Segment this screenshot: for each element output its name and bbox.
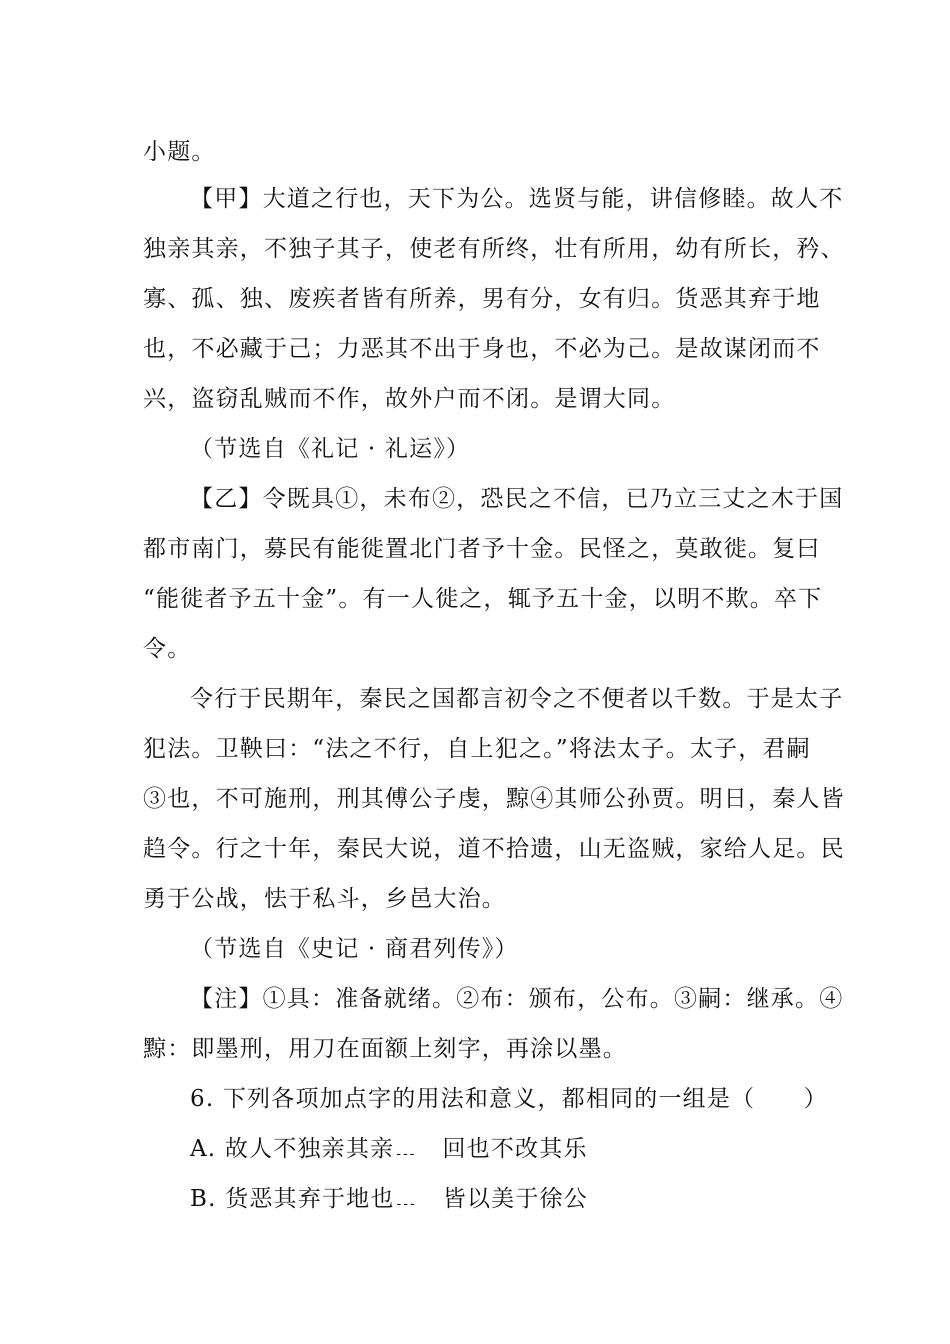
- emphasis-marks: ---: [396, 1196, 417, 1212]
- option-b-label: B.: [190, 1186, 217, 1212]
- paragraph-line: “能徙者予五十金”。有一人徙之，辄予五十金，以明不欺。卒下: [143, 586, 823, 612]
- option-a: [190, 1134, 855, 1169]
- annotation-line: 黥：即墨刑，用刀在面额上刻字，再涂以墨。: [143, 1036, 627, 1062]
- option-a-left-text: 故人不独亲其亲: [224, 1136, 395, 1162]
- paragraph-line: 【乙】令既具①，未布②，恐民之不信，已乃立三丈之木于国: [190, 486, 844, 512]
- annotation-line: 【注】①具：准备就绪。②布：颁布，公布。③嗣：继承。④: [190, 986, 844, 1012]
- paragraph-line: 【甲】大道之行也，天下为公。选贤与能，讲信修睦。故人不: [190, 186, 844, 212]
- question-stem: 6. 下列各项加点字的用法和意义，都相同的一组是（ ）: [190, 1086, 828, 1112]
- option-a-right-text: 回也不改其乐: [442, 1136, 588, 1162]
- paragraph-line: 勇于公战，怯于私斗，乡邑大治。: [143, 886, 506, 912]
- emphasis-marks: ---: [396, 1146, 417, 1162]
- paragraph-line: 趋令。行之十年，秦民大说，道不拾遗，山无盗贼，家给人足。民: [143, 836, 845, 862]
- option-b-right-text: 皆以美于徐公: [442, 1186, 588, 1212]
- source-citation: （节选自《史记 · 商君列传》）: [190, 936, 519, 962]
- paragraph-line: ③也，不可施刑，刑其傅公子虔，黥④其师公孙贾。明日，秦人皆: [143, 786, 845, 812]
- option-a-label: A.: [190, 1136, 217, 1162]
- option-b-left-text: 货恶其弃于地也: [225, 1186, 395, 1212]
- source-citation: （节选自《礼记 · 礼运》）: [190, 436, 471, 462]
- paragraph-line: 寡、孤、独、废疾者皆有所养，男有分，女有归。货恶其弃于地: [143, 286, 821, 312]
- paragraph-line: 都市南门，募民有能徙置北门者予十金。民怪之，莫敢徙。复曰: [143, 536, 821, 562]
- option-b: [190, 1184, 855, 1219]
- paragraph-line: 犯法。卫鞅曰：“法之不行，自上犯之。”将法太子。太子，君嗣: [143, 736, 811, 762]
- paragraph-line: 小题。: [143, 139, 216, 165]
- paragraph-line: 令行于民期年，秦民之国都言初令之不便者以千数。于是太子: [190, 686, 844, 712]
- paragraph-line: 独亲其亲，不独子其子，使老有所终，壮有所用，幼有所长，矜、: [143, 236, 845, 262]
- paragraph-line: 兴，盗窃乱贼而不作，故外户而不闭。是谓大同。: [143, 386, 676, 412]
- paragraph-line: 也，不必藏于己；力恶其不出于身也，不必为己。是故谋闭而不: [143, 336, 821, 362]
- paragraph-line: 令。: [143, 636, 192, 662]
